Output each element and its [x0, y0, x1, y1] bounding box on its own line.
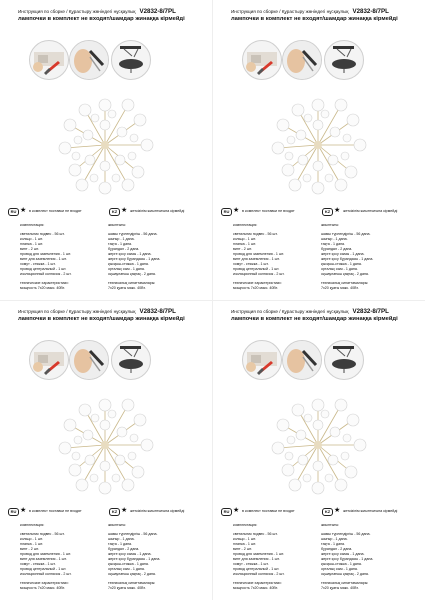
list-item: шығыр - 1 дана.: [321, 237, 348, 241]
ru-contents: [233, 223, 325, 291]
instruction-header: [231, 8, 421, 22]
list-item: винт - 2 шт.: [233, 247, 252, 251]
list-item: шамы түрлендіргіш - 56 дана.: [108, 232, 158, 236]
chandelier-image: [50, 390, 160, 500]
star-icon: ★: [121, 207, 128, 214]
list-item: провод для заземления - 1 шт.: [20, 252, 72, 256]
list-item: провод центральный - 1 шт.: [20, 267, 67, 271]
list-item: тақта - 1 дана.: [321, 242, 346, 246]
list-item: хомут - стяжка - 1 шт.: [233, 262, 269, 266]
kz-tech-heading: техникалық сипаттамалары:: [321, 281, 369, 285]
list-item: оқшаулағыш қақпақ - 2 дана.: [108, 572, 156, 576]
list-item: жерге қосу сымы - 1 дана.: [321, 552, 365, 556]
ru-tech-value: мощность 7х20 макс. 40Вт.: [20, 286, 65, 290]
instruction-header: [231, 308, 421, 322]
legend-ru-text: в комплект поставки не входят: [29, 509, 82, 513]
kz-tech-value: 7х20 қуаты макс. 40Вт.: [321, 586, 359, 590]
ru-flag-badge: RU: [221, 508, 232, 516]
list-item: изоляционный колпачок - 2 шт.: [20, 572, 72, 576]
legend-kz-text: жеткізілім жиынтығына кірмейді: [130, 509, 185, 513]
list-item: винт - 2 шт.: [233, 547, 252, 551]
ru-tech-value: мощность 7х20 макс. 40Вт.: [233, 286, 278, 290]
kz-flag-badge: KZ: [322, 508, 333, 516]
legend-kz-text: жеткізілім жиынтығына кірмейді: [130, 209, 185, 213]
model-number: V2832-8/7PL: [352, 308, 389, 315]
list-item: светильник подвес - 56 шт.: [20, 232, 65, 236]
legend: [8, 207, 208, 219]
ru-flag-badge: RU: [221, 208, 232, 216]
ru-tech-value: мощность 7х20 макс. 40Вт.: [233, 586, 278, 590]
ru-contents-heading: комплектация:: [233, 523, 258, 527]
legend: [221, 207, 421, 219]
bulbs-notice: лампочки в комплект не входят/шамдар жинаққа кірмейді: [18, 316, 185, 322]
list-item: тақта - 1 дана.: [108, 242, 133, 246]
ru-contents: [20, 523, 112, 591]
step-1-mount-bracket-image: [242, 40, 282, 80]
list-item: шығыр - 1 дана.: [108, 237, 135, 241]
star-icon: ★: [334, 207, 341, 214]
instruction-title: Инструкция по сборке / Құрастыру жөніндегі нұсқаулық: [18, 9, 136, 14]
kz-tech-heading: техникалық сипаттамалары:: [108, 581, 156, 585]
kz-tech-value: 7х20 қуаты макс. 40Вт.: [321, 286, 359, 290]
star-icon: ★: [20, 507, 27, 514]
list-item: тақта - 1 дана.: [108, 542, 133, 546]
legend-ru-text: в комплект поставки не входят: [242, 509, 295, 513]
instruction-header: [18, 308, 208, 322]
legend-kz-text: жеткізілім жиынтығына кірмейді: [343, 209, 398, 213]
kz-flag-badge: KZ: [109, 508, 120, 516]
model-number: V2832-8/7PL: [352, 8, 389, 15]
list-item: жерге қосу сымы - 1 дана.: [108, 252, 152, 256]
kz-tech-heading: техникалық сипаттамалары:: [321, 581, 369, 585]
list-item: жерге қосу сымы - 1 дана.: [108, 552, 152, 556]
instruction-sheet-bottom-right: [213, 300, 425, 600]
step-3-assembly-diagram: [111, 40, 151, 80]
list-item: бұрандал - 2 дана.: [321, 547, 353, 551]
list-item: провод для заземления - 1 шт.: [233, 252, 285, 256]
instruction-sheet-top-right: [213, 0, 425, 300]
list-item: провод для заземления - 1 шт.: [20, 552, 72, 556]
list-item: планка - 1 шт.: [233, 542, 256, 546]
list-item: жерге қосу бұрандасы - 1 дана.: [321, 557, 374, 561]
kz-contents: [108, 223, 200, 291]
list-item: винт для заземления - 1 шт.: [20, 557, 67, 561]
bulbs-notice: лампочки в комплект не входят/шамдар жинаққа кірмейді: [231, 316, 398, 322]
step-2-wiring-image: [69, 340, 109, 380]
list-item: провод центральный - 1 шт.: [233, 267, 280, 271]
bulbs-notice: лампочки в комплект не входят/шамдар жинаққа кірмейді: [18, 16, 185, 22]
list-item: бұрандал - 2 дана.: [108, 547, 140, 551]
list-item: провод центральный - 1 шт.: [233, 567, 280, 571]
list-item: винт для заземления - 1 шт.: [20, 257, 67, 261]
star-icon: ★: [233, 507, 240, 514]
list-item: кольцо - 1 шт.: [233, 237, 256, 241]
list-item: орталық сым - 1 дана.: [321, 267, 358, 271]
list-item: оқшаулағыш қақпақ - 2 дана.: [321, 572, 369, 576]
kz-contents-heading: жиынтығы:: [108, 223, 127, 227]
list-item: изоляционный колпачок - 2 шт.: [20, 272, 72, 276]
legend: [221, 507, 421, 519]
list-item: провод для заземления - 1 шт.: [233, 552, 285, 556]
ru-flag-badge: RU: [8, 508, 19, 516]
ru-tech-value: мощность 7х20 макс. 40Вт.: [20, 586, 65, 590]
list-item: планка - 1 шт.: [20, 542, 43, 546]
list-item: орталық сым - 1 дана.: [108, 567, 145, 571]
step-3-assembly-diagram: [324, 40, 364, 80]
legend: [8, 507, 208, 519]
model-number: V2832-8/7PL: [139, 8, 176, 15]
list-item: бұрандал - 2 дана.: [108, 247, 140, 251]
list-item: кольцо - 1 шт.: [20, 537, 43, 541]
list-item: қысқыш-стяжка - 1 дана.: [321, 562, 362, 566]
step-1-mount-bracket-image: [29, 40, 69, 80]
ru-tech-heading: технические характеристики:: [20, 581, 69, 585]
chandelier-image: [263, 390, 373, 500]
list-item: орталық сым - 1 дана.: [321, 567, 358, 571]
instruction-sheet-top-left: [0, 0, 212, 300]
list-item: планка - 1 шт.: [233, 242, 256, 246]
instruction-title: Инструкция по сборке / Құрастыру жөніндегі нұсқаулық: [231, 309, 349, 314]
instruction-title: Инструкция по сборке / Құрастыру жөніндегі нұсқаулық: [231, 9, 349, 14]
list-item: планка - 1 шт.: [20, 242, 43, 246]
list-item: винт - 2 шт.: [20, 247, 39, 251]
list-item: оқшаулағыш қақпақ - 2 дана.: [108, 272, 156, 276]
chandelier-image: [263, 90, 373, 200]
list-item: хомут - стяжка - 1 шт.: [20, 262, 56, 266]
list-item: светильник подвес - 56 шт.: [20, 532, 65, 536]
kz-tech-value: 7х20 қуаты макс. 40Вт.: [108, 586, 146, 590]
star-icon: ★: [334, 507, 341, 514]
kz-contents: [321, 223, 413, 291]
ru-contents-heading: комплектация:: [20, 223, 45, 227]
list-item: жерге қосу бұрандасы - 1 дана.: [321, 257, 374, 261]
ru-contents-heading: комплектация:: [20, 523, 45, 527]
legend-kz-text: жеткізілім жиынтығына кірмейді: [343, 509, 398, 513]
legend-ru-text: в комплект поставки не входят: [242, 209, 295, 213]
star-icon: ★: [121, 507, 128, 514]
bulbs-notice: лампочки в комплект не входят/шамдар жинаққа кірмейді: [231, 16, 398, 22]
kz-contents-heading: жиынтығы:: [321, 223, 340, 227]
list-item: тақта - 1 дана.: [321, 542, 346, 546]
kz-contents-heading: жиынтығы:: [321, 523, 340, 527]
ru-contents-heading: комплектация:: [233, 223, 258, 227]
ru-tech-heading: технические характеристики:: [233, 281, 282, 285]
step-2-wiring-image: [282, 40, 322, 80]
list-item: изоляционный колпачок - 2 шт.: [233, 272, 285, 276]
list-item: жерге қосу бұрандасы - 1 дана.: [108, 557, 161, 561]
star-icon: ★: [20, 207, 27, 214]
step-1-mount-bracket-image: [242, 340, 282, 380]
list-item: винт для заземления - 1 шт.: [233, 557, 280, 561]
step-3-assembly-diagram: [111, 340, 151, 380]
instruction-header: [18, 8, 208, 22]
list-item: шамы түрлендіргіш - 56 дана.: [321, 532, 371, 536]
list-item: винт - 2 шт.: [20, 547, 39, 551]
list-item: қысқыш-стяжка - 1 дана.: [321, 262, 362, 266]
kz-contents: [108, 523, 200, 591]
ru-tech-heading: технические характеристики:: [233, 581, 282, 585]
list-item: шығыр - 1 дана.: [321, 537, 348, 541]
kz-tech-heading: техникалық сипаттамалары:: [108, 281, 156, 285]
instruction-title: Инструкция по сборке / Құрастыру жөніндегі нұсқаулық: [18, 309, 136, 314]
legend-ru-text: в комплект поставки не входят: [29, 209, 82, 213]
list-item: хомут - стяжка - 1 шт.: [233, 562, 269, 566]
kz-tech-value: 7х20 қуаты макс. 40Вт.: [108, 286, 146, 290]
list-item: қысқыш-стяжка - 1 дана.: [108, 262, 149, 266]
list-item: орталық сым - 1 дана.: [108, 267, 145, 271]
ru-flag-badge: RU: [8, 208, 19, 216]
list-item: жерге қосу сымы - 1 дана.: [321, 252, 365, 256]
kz-contents: [321, 523, 413, 591]
list-item: изоляционный колпачок - 2 шт.: [233, 572, 285, 576]
ru-tech-heading: технические характеристики:: [20, 281, 69, 285]
model-number: V2832-8/7PL: [139, 308, 176, 315]
list-item: провод центральный - 1 шт.: [20, 567, 67, 571]
instruction-sheet-bottom-left: [0, 300, 212, 600]
list-item: бұрандал - 2 дана.: [321, 247, 353, 251]
star-icon: ★: [233, 207, 240, 214]
ru-contents: [20, 223, 112, 291]
chandelier-image: [50, 90, 160, 200]
kz-contents-heading: жиынтығы:: [108, 523, 127, 527]
step-3-assembly-diagram: [324, 340, 364, 380]
list-item: шығыр - 1 дана.: [108, 537, 135, 541]
list-item: кольцо - 1 шт.: [233, 537, 256, 541]
kz-flag-badge: KZ: [322, 208, 333, 216]
list-item: кольцо - 1 шт.: [20, 237, 43, 241]
list-item: шамы түрлендіргіш - 56 дана.: [321, 232, 371, 236]
list-item: хомут - стяжка - 1 шт.: [20, 562, 56, 566]
kz-flag-badge: KZ: [109, 208, 120, 216]
step-1-mount-bracket-image: [29, 340, 69, 380]
list-item: винт для заземления - 1 шт.: [233, 257, 280, 261]
step-2-wiring-image: [282, 340, 322, 380]
list-item: светильник подвес - 56 шт.: [233, 232, 278, 236]
ru-contents: [233, 523, 325, 591]
list-item: жерге қосу бұрандасы - 1 дана.: [108, 257, 161, 261]
list-item: қысқыш-стяжка - 1 дана.: [108, 562, 149, 566]
list-item: светильник подвес - 56 шт.: [233, 532, 278, 536]
list-item: оқшаулағыш қақпақ - 2 дана.: [321, 272, 369, 276]
list-item: шамы түрлендіргіш - 56 дана.: [108, 532, 158, 536]
step-2-wiring-image: [69, 40, 109, 80]
